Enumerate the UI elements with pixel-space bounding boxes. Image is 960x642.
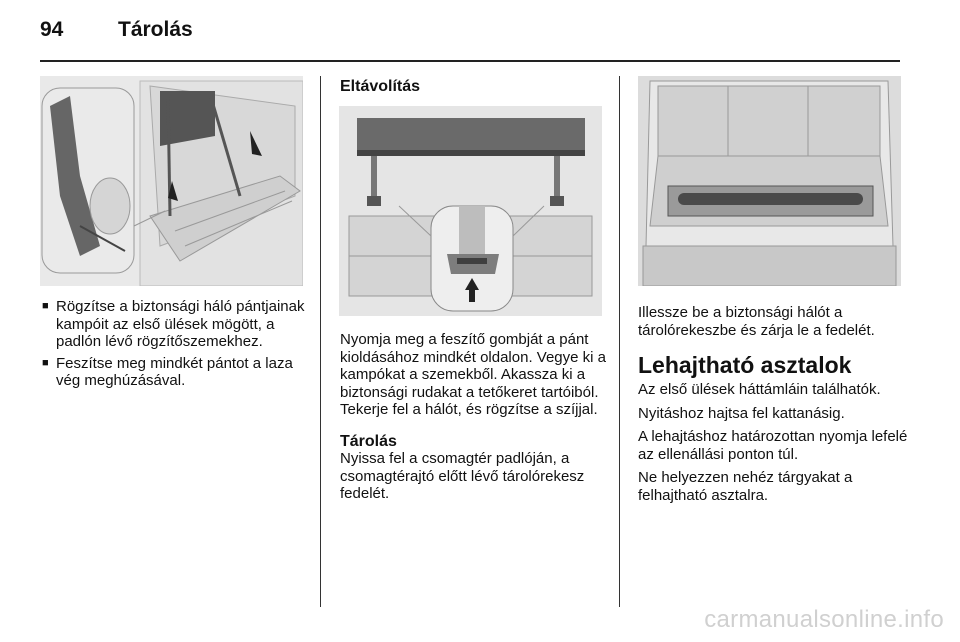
- column-2-heading: [340, 78, 610, 96]
- page-number: 94: [40, 18, 64, 41]
- removal-paragraph: Nyomja meg a feszítő gombját a pánt kioldásához mindkét oldalon. Vegye ki a kampókat a szemekből. Akassza ki a biztonsági rudakat a tetőkeret tartóiból. Tekerje fel a hálót, és rögzítse a szíjjal.: [340, 331, 607, 418]
- figure-net-removal: [339, 106, 602, 316]
- net-hooks-illustration: [40, 76, 303, 286]
- tables-location-paragraph: Az első ülések háttámláin találhatók.: [638, 381, 881, 398]
- page-header: [40, 18, 920, 58]
- figure-storage-compartment: [638, 76, 901, 286]
- folding-tables-heading: Lehajtható asztalok: [638, 352, 852, 378]
- column-divider-left: [320, 76, 321, 607]
- header-rule: [40, 60, 900, 62]
- storage-paragraph: Nyissa fel a csomagtér padlóján, a csomagtérajtó előtt lévő tárolórekesz fedelét.: [340, 450, 585, 502]
- tables-warning-paragraph: Ne helyezzen nehéz tárgyakat a felhajtható asztalra.: [638, 469, 853, 504]
- removal-heading: Eltávolítás: [340, 78, 421, 95]
- tables-open-paragraph: Nyitáshoz hajtsa fel kattanásig.: [638, 404, 845, 422]
- list-item: ■ Rögzítse a biztonsági háló pántjainak kampóit az első ülések mögött, a padlón lévő rögzítőszemekhez.: [42, 298, 310, 351]
- watermark: carmanualsonline.info: [704, 606, 944, 633]
- instruction-list: [42, 298, 310, 390]
- column-1-text: [42, 298, 310, 394]
- storage-heading: Tárolás: [340, 432, 397, 450]
- page-title: Tárolás: [118, 18, 193, 41]
- insert-net-paragraph: Illessze be a biztonsági hálót a tárolórekeszbe és zárja le a fedelét.: [638, 304, 875, 339]
- column-3-text: [638, 304, 908, 510]
- tables-fold-paragraph: A lehajtáshoz határozottan nyomja lefelé az ellenállási ponton túl.: [638, 428, 908, 463]
- column-divider-right: [619, 76, 620, 607]
- net-removal-illustration: [339, 106, 602, 316]
- storage-compartment-illustration: [638, 76, 901, 286]
- figure-net-hooks: [40, 76, 303, 286]
- column-2-text: [340, 331, 612, 509]
- list-item: ■ Feszítse meg mindkét pántot a laza vég meghúzásával.: [42, 355, 310, 390]
